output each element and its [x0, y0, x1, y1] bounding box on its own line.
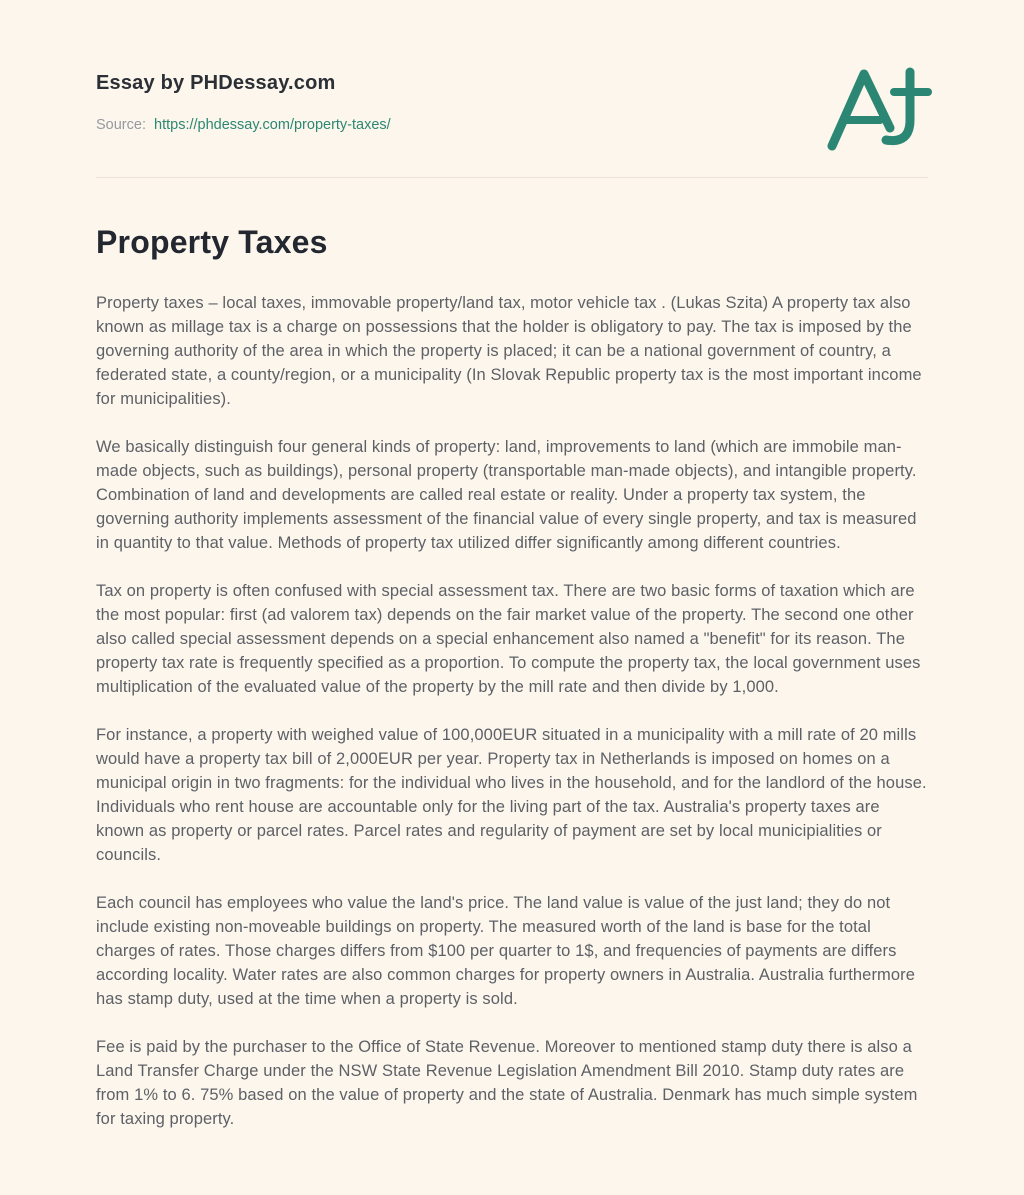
article-paragraph: We basically distinguish four general kinds of property: land, improvements to land (which are immobile man-made objects, such as buildings), personal property (transportable man-made objects), and intangible property. Combination of land and developments are called real estate or reality. Under a property tax system, the governing authority implements assessment of the financial value of every single property, and tax is measured in quantity to that value. Methods of property tax utilized differ significantly among different countries.: [96, 438, 917, 552]
site-title: Essay by PHDessay.com: [96, 72, 336, 94]
article-paragraph: Fee is paid by the purchaser to the Office of State Revenue. Moreover to mentioned stamp duty there is also a Land Transfer Charge under the NSW State Revenue Legislation Amendment Bill 2010. Stamp duty rates are from 1% to 6. 75% based on the value of property and the state of Australia. Denmark has much simple system for taxing property.: [96, 1038, 918, 1128]
article-paragraph: Each council has employees who value the land's price. The land value is value of the just land; they do not include existing non-moveable buildings on property. The measured worth of the land is base for the total charges of rates. Those charges differs from $100 per quarter to 1$, and frequencies of payments are differs according locality. Water rates are also common charges for property owners in Australia. Australia furthermore has stamp duty, used at the time when a property is sold.: [96, 894, 916, 1008]
source-url-link[interactable]: https://phdessay.com/property-taxes/: [154, 117, 391, 133]
page-header: [96, 72, 928, 133]
phdessay-logo-icon: [818, 58, 938, 158]
article-paragraph: For instance, a property with weighed value of 100,000EUR situated in a municipality with a mill rate of 20 mills would have a property tax bill of 2,000EUR per year. Property tax in Netherlands is imposed on homes on a municipal origin in two fragments: for the individual who lives in the household, and for the landlord of the house. Individuals who rent house are accountable only for the living part of the tax. Australia's property taxes are known as property or parcel rates. Parcel rates and regularity of payment are set by local municipialities or councils.: [96, 726, 927, 864]
source-line: [96, 117, 788, 133]
source-label: Source:: [96, 117, 146, 133]
article-paragraph: Property taxes – local taxes, immovable property/land tax, motor vehicle tax . (Lukas Szita) A property tax also known as millage tax is a charge on possessions that the holder is obligatory to pay. The tax is imposed by the governing authority of the area in which the property is placed; it can be a national government of country, a federated state, a county/region, or a municipality (In Slovak Republic property tax is the most important income for municipalities).: [96, 294, 922, 408]
header-divider: [96, 177, 928, 178]
article-body: [96, 291, 928, 1131]
page-title: Property Taxes: [96, 224, 328, 260]
article-paragraph: Tax on property is often confused with special assessment tax. There are two basic forms of taxation which are the most popular: first (ad valorem tax) depends on the fair market value of the property. The second one other also called special assessment depends on a special enhancement also named a "benefit" for its reason. The property tax rate is frequently specified as a proportion. To compute the property tax, the local government uses multiplication of the evaluated value of the property by the mill rate and then divide by 1,000.: [96, 582, 921, 696]
